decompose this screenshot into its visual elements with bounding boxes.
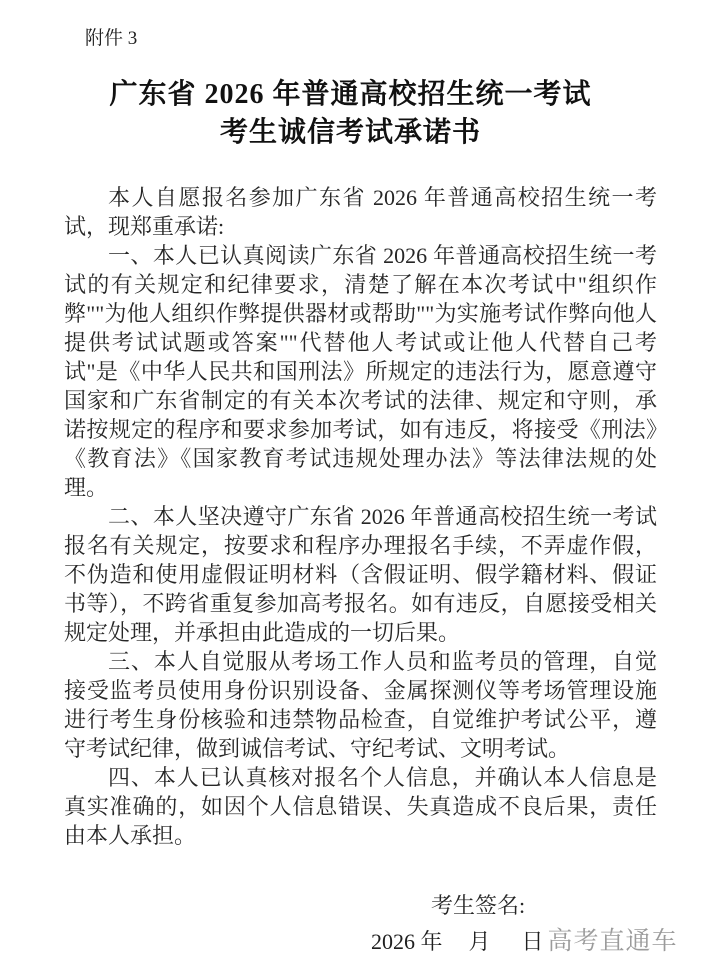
paragraph-item-1: 一、本人已认真阅读广东省 2026 年普通高校招生统一考试的有关规定和纪律要求，清楚了解在本次考试中"组织作弊""为他人组织作弊提供器材或帮助""为实施考试作弊向他人提供考试试题或答案""代替他人考试或让他人代替自己考试"是《中华人民共和国刑法》所规定的违法行为，愿意遵守国家和广东省制定的有关本次考试的法律、规定和守则，承诺按规定的程序和要求参加考试，如有违反，将接受《刑法》《教育法》《国家教育考试违规处理办法》等法律法规的处理。 [64, 243, 657, 500]
signature-label: 考生签名: [431, 893, 526, 918]
document-body [64, 183, 657, 850]
attachment-label: 附件 3 [85, 28, 138, 49]
paragraph-item-2: 二、本人坚决遵守广东省 2026 年普通高校招生统一考试报名有关规定，按要求和程序办理报名手续，不弄虚作假，不伪造和使用虚假证明材料（含假证明、假学籍材料、假证书等），不跨省重复参加高考报名。如有违反，自愿接受相关规定处理，并承担由此造成的一切后果。 [64, 504, 657, 645]
date-year: 2026 年 [371, 929, 443, 954]
watermark-gaokao-zhitongche: 高考直通车 [547, 928, 678, 955]
title-line-1: 广东省 2026 年普通高校招生统一考试 [109, 79, 592, 110]
date-day: 日 [521, 929, 544, 954]
date-month: 月 [468, 929, 491, 954]
document-title [0, 76, 701, 152]
paragraph-item-4: 四、本人已认真核对报名个人信息，并确认本人信息是真实准确的，如因个人信息错误、失真造成不良后果，责任由本人承担。 [64, 765, 657, 848]
title-line-2: 考生诚信考试承诺书 [219, 117, 481, 148]
paragraph-intro: 本人自愿报名参加广东省 2026 年普通高校招生统一考试，现郑重承诺: [64, 185, 657, 239]
signature-date-line [371, 921, 678, 957]
paragraph-item-3: 三、本人自觉服从考场工作人员和监考员的管理，自觉接受监考员使用身份识别设备、金属探测仪等考场管理设施进行考生身份核验和违禁物品检查，自觉维护考试公平，遵守考试纪律，做到诚信考试、守纪考试、文明考试。 [64, 649, 657, 761]
